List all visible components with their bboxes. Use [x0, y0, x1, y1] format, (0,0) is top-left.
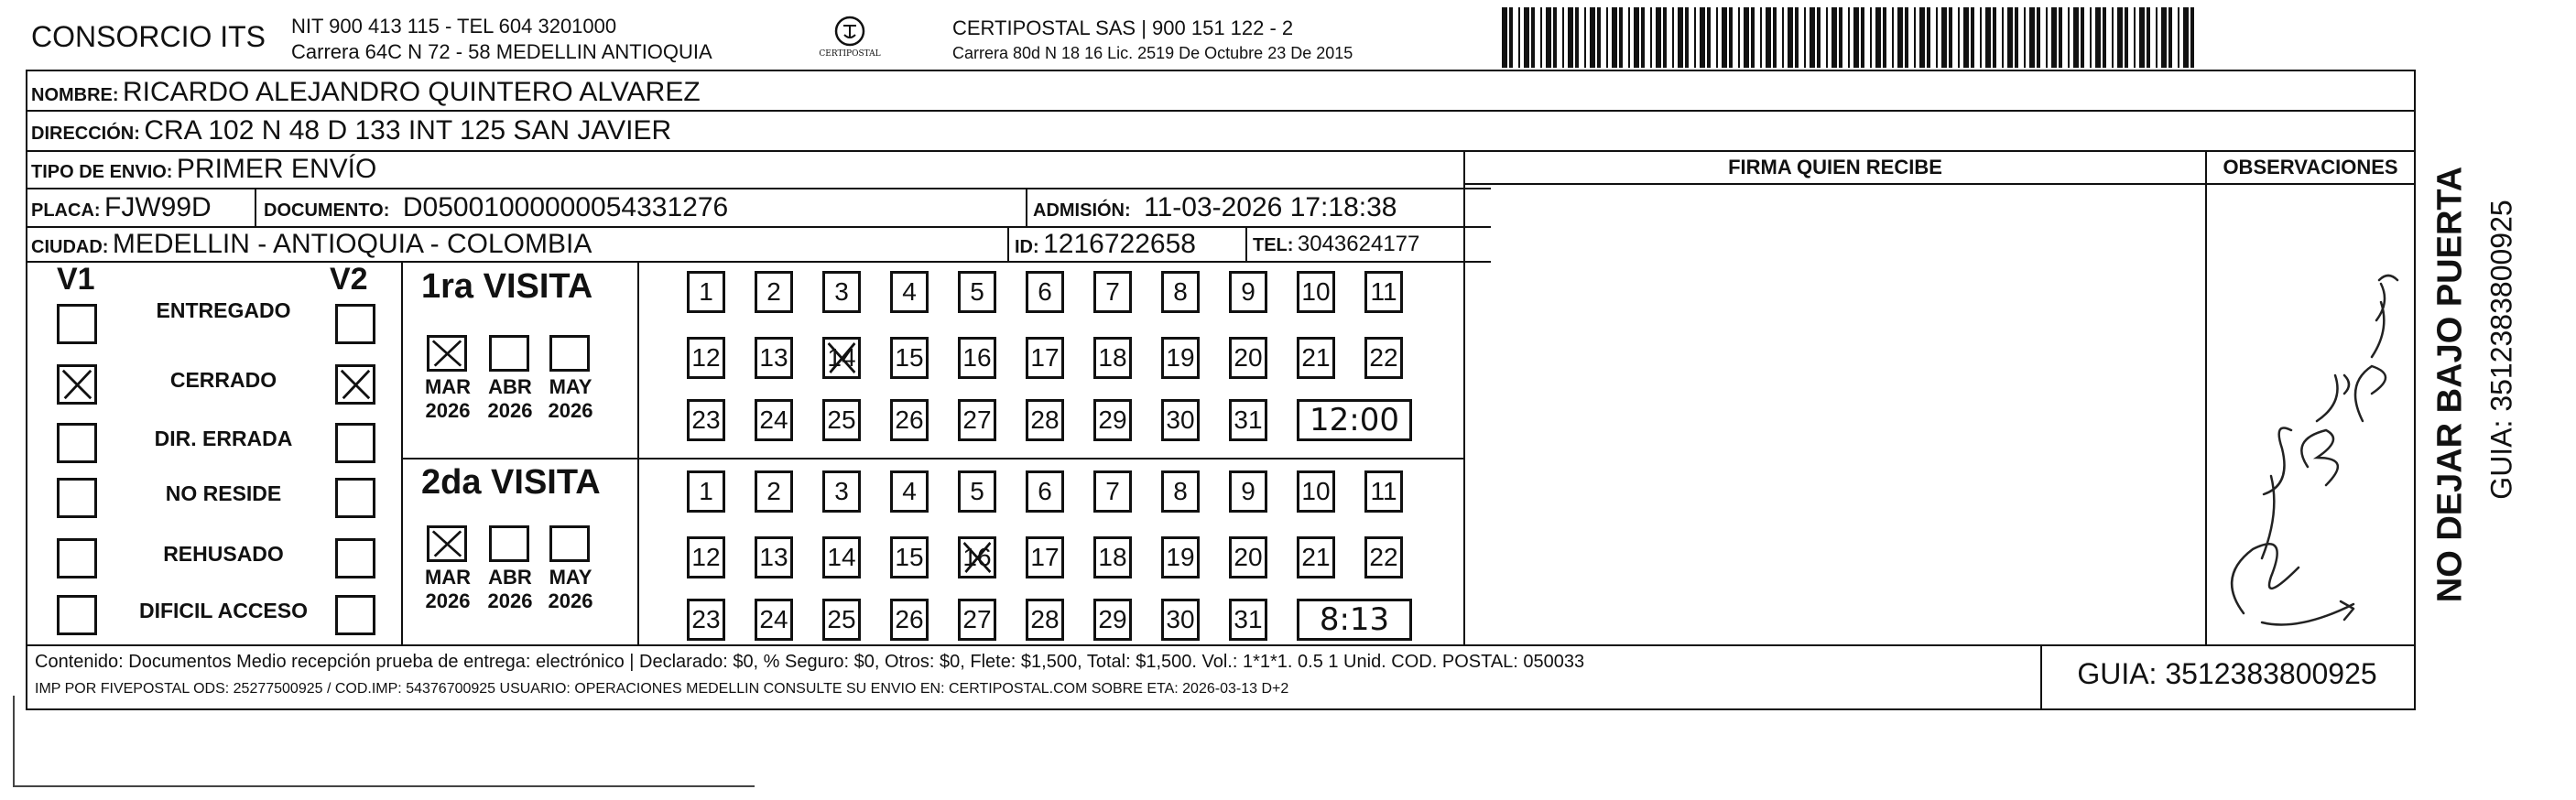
- barcode-bar: [2024, 7, 2026, 68]
- barcode-bar: [1963, 7, 1969, 68]
- barcode-bar: [2068, 7, 2070, 68]
- footer-contents: Contenido: Documentos Medio recepción prueba de entrega: electrónico | Declarado: $0, % Seguro: $0, Otros: $0, Flete: $1,500, Total: $1,500. Vol.: 1*1*1. 0.5 1 Unid. COD. POSTAL: 050033: [35, 652, 1585, 672]
- barcode-bar: [2037, 7, 2040, 68]
- company-address: Carrera 64C N 72 - 58 MEDELLIN ANTIOQUIA: [291, 40, 712, 63]
- barcode-bar: [2147, 7, 2150, 68]
- month-label: [540, 566, 601, 613]
- recipient-address: CRA 102 N 48 D 133 INT 125 SAN JAVIER: [144, 115, 672, 146]
- month-label: [418, 375, 478, 423]
- day-box[interactable]: 21: [1297, 337, 1335, 379]
- v2-checkbox[interactable]: [335, 304, 375, 344]
- day-box[interactable]: 27: [958, 599, 996, 641]
- day-box[interactable]: 23: [687, 599, 725, 641]
- company-name: CONSORCIO ITS: [31, 20, 266, 53]
- v2-label: V2: [330, 262, 368, 297]
- barcode-bar: [1919, 7, 1925, 68]
- barcode-bar: [1531, 7, 1535, 68]
- barcode-bar: [1914, 7, 1916, 68]
- first-visit-label: 1ra VISITA: [421, 267, 593, 306]
- barcode-bar: [2168, 7, 2172, 68]
- v2-checkbox[interactable]: [335, 595, 375, 635]
- month-label: [418, 566, 478, 613]
- address-label: DIRECCIÓN:: [31, 124, 140, 144]
- month-checkbox[interactable]: [489, 335, 529, 372]
- barcode-bar: [1766, 7, 1771, 68]
- barcode-bar: [1729, 7, 1733, 68]
- day-box[interactable]: 2: [755, 271, 793, 313]
- day-box[interactable]: 5: [958, 470, 996, 513]
- day-box[interactable]: 15: [890, 337, 929, 379]
- barcode-bar: [1870, 7, 1872, 68]
- month-checkbox[interactable]: [549, 525, 590, 562]
- barcode-bar: [1663, 7, 1667, 68]
- barcode-bar: [2029, 7, 2035, 68]
- barcode-bar: [1546, 7, 1551, 68]
- month-name: MAR: [424, 566, 472, 589]
- day-box[interactable]: 19: [1161, 536, 1200, 578]
- carrier-license: Carrera 80d N 18 16 Lic. 2519 De Octubre 23 De 2015: [952, 44, 1353, 62]
- name-row: [31, 77, 701, 113]
- barcode-bar: [1839, 7, 1842, 68]
- day-box[interactable]: 3: [822, 271, 861, 313]
- day-box[interactable]: 26: [890, 599, 929, 641]
- visit-time-box[interactable]: 8:13: [1297, 599, 1412, 641]
- barcode-bar: [1897, 7, 1903, 68]
- footer-print-info: IMP POR FIVEPOSTAL ODS: 25277500925 / COD.IMP: 54376700925 USUARIO: OPERACIONES MEDELLIN CONSULTE SU ENVIO EN: CERTIPOSTAL.COM SOBRE ETA: 2026-03-13 D+2: [35, 681, 1289, 697]
- city-cell: [31, 229, 592, 265]
- barcode-bar: [2139, 7, 2145, 68]
- barcode-bar: [1619, 7, 1623, 68]
- barcode-bar: [1707, 7, 1711, 68]
- recipient-name: RICARDO ALEJANDRO QUINTERO ALVAREZ: [123, 77, 701, 107]
- reason-label: DIR. ERRADA: [154, 427, 293, 450]
- id-cell: [1015, 229, 1196, 265]
- visit-time-box[interactable]: 12:00: [1297, 399, 1412, 441]
- barcode-bar: [1685, 7, 1689, 68]
- day-box[interactable]: 11: [1364, 470, 1403, 513]
- barcode-bar: [1650, 7, 1652, 68]
- barcode-bar: [1744, 7, 1749, 68]
- barcode-bar: [1700, 7, 1705, 68]
- month-checkbox[interactable]: [427, 525, 467, 562]
- recipient-id: 1216722658: [1043, 229, 1196, 259]
- second-visit-label: 2da VISITA: [421, 463, 601, 502]
- day-box[interactable]: 26: [890, 399, 929, 441]
- day-box[interactable]: 24: [755, 399, 793, 441]
- day-box[interactable]: 12: [687, 536, 725, 578]
- barcode-bar: [2051, 7, 2057, 68]
- barcode-bar: [1826, 7, 1828, 68]
- day-box[interactable]: 29: [1093, 599, 1132, 641]
- v2-checkbox[interactable]: [335, 423, 375, 463]
- barcode-bar: [2190, 7, 2194, 68]
- barcode-bar: [1853, 7, 1859, 68]
- barcode-bar: [1575, 7, 1579, 68]
- admission-label: ADMISIÓN:: [1033, 200, 1131, 221]
- day-box[interactable]: 10: [1297, 271, 1335, 313]
- city-label: CIUDAD:: [31, 237, 109, 257]
- day-box[interactable]: 7: [1093, 271, 1132, 313]
- footer-guia: GUIA: 3512383800925: [2077, 657, 2377, 690]
- day-box[interactable]: 28: [1026, 399, 1064, 441]
- month-year: 2026: [425, 589, 471, 612]
- month-year: 2026: [548, 399, 593, 422]
- day-box[interactable]: 18: [1093, 337, 1132, 379]
- barcode-bar: [1958, 7, 1960, 68]
- barcode-bar: [1936, 7, 1938, 68]
- v2-checkbox[interactable]: [335, 478, 375, 518]
- day-box[interactable]: 31: [1229, 599, 1267, 641]
- day-box[interactable]: 22: [1364, 337, 1403, 379]
- barcode-bar: [1760, 7, 1762, 68]
- no-dejar-bajo-puerta-notice: NO DEJAR BAJO PUERTA: [2430, 166, 2470, 603]
- day-box[interactable]: 1: [687, 271, 725, 313]
- day-box[interactable]: 8: [1161, 271, 1200, 313]
- barcode-bar: [1584, 7, 1586, 68]
- month-name: MAY: [549, 566, 592, 589]
- barcode-bar: [1694, 7, 1696, 68]
- month-year: 2026: [425, 399, 471, 422]
- barcode-bar: [1568, 7, 1573, 68]
- barcode-bar: [2073, 7, 2079, 68]
- day-box[interactable]: 14: [822, 536, 861, 578]
- day-box[interactable]: 29: [1093, 399, 1132, 441]
- document-cell: [264, 192, 728, 228]
- day-box[interactable]: 3: [822, 470, 861, 513]
- barcode-bar: [1817, 7, 1821, 68]
- barcode-bar: [2095, 7, 2101, 68]
- reason-label: REHUSADO: [163, 542, 284, 566]
- barcode-bar: [2156, 7, 2158, 68]
- barcode-bar: [1606, 7, 1608, 68]
- barcode-bar: [1738, 7, 1740, 68]
- barcode-bar: [1634, 7, 1639, 68]
- reason-label: ENTREGADO: [156, 298, 291, 322]
- month-checkbox[interactable]: [489, 525, 529, 562]
- document-label: DOCUMENTO:: [264, 200, 390, 221]
- barcode-bar: [1612, 7, 1617, 68]
- day-box[interactable]: 5: [958, 271, 996, 313]
- barcode-bar: [2183, 7, 2189, 68]
- barcode-bar: [2059, 7, 2062, 68]
- admission: 11-03-2026 17:18:38: [1144, 192, 1397, 222]
- day-box[interactable]: 17: [1026, 536, 1064, 578]
- day-box[interactable]: 9: [1229, 271, 1267, 313]
- month-name: ABR: [488, 566, 532, 589]
- tel: 3043624177: [1297, 232, 1420, 256]
- plate: FJW99D: [104, 192, 212, 222]
- observations-handwriting: [2207, 192, 2414, 641]
- day-box[interactable]: 30: [1161, 599, 1200, 641]
- day-box[interactable]: 23: [687, 399, 725, 441]
- document: D05001000000054331276: [402, 192, 729, 222]
- day-box[interactable]: 21: [1297, 536, 1335, 578]
- day-box[interactable]: 15: [890, 536, 929, 578]
- day-box[interactable]: 18: [1093, 536, 1132, 578]
- reason-label: DIFICIL ACCESO: [138, 599, 308, 622]
- barcode-bar: [2046, 7, 2048, 68]
- barcode-bar: [1941, 7, 1947, 68]
- reason-label: NO RESIDE: [165, 481, 282, 505]
- day-box[interactable]: 31: [1229, 399, 1267, 441]
- barcode-bar: [1782, 7, 1784, 68]
- barcode: [1502, 7, 2198, 68]
- barcode-bar: [1716, 7, 1718, 68]
- day-box[interactable]: 11: [1364, 271, 1403, 313]
- tel-cell: [1253, 229, 1419, 263]
- barcode-bar: [1509, 7, 1513, 68]
- barcode-bar: [1949, 7, 1952, 68]
- day-box[interactable]: 13: [755, 536, 793, 578]
- barcode-bar: [1875, 7, 1881, 68]
- month-name: MAR: [424, 375, 472, 398]
- day-box[interactable]: 12: [687, 337, 725, 379]
- barcode-bar: [1905, 7, 1908, 68]
- address-row: [31, 115, 671, 151]
- barcode-bar: [1540, 7, 1542, 68]
- day-box[interactable]: 14: [822, 337, 861, 379]
- day-box[interactable]: 16: [958, 536, 996, 578]
- barcode-bar: [1993, 7, 1996, 68]
- barcode-bar: [1553, 7, 1557, 68]
- barcode-bar: [1641, 7, 1645, 68]
- day-box[interactable]: 16: [958, 337, 996, 379]
- day-box[interactable]: 4: [890, 271, 929, 313]
- name-label: NOMBRE:: [31, 85, 119, 105]
- city: MEDELLIN - ANTIOQUIA - COLOMBIA: [112, 229, 592, 259]
- barcode-bar: [2090, 7, 2092, 68]
- month-year: 2026: [487, 589, 533, 612]
- barcode-bar: [1810, 7, 1815, 68]
- barcode-bar: [1656, 7, 1661, 68]
- logo-text: CERTIPOSTAL: [819, 49, 881, 59]
- barcode-bar: [2081, 7, 2084, 68]
- day-box[interactable]: 20: [1229, 337, 1267, 379]
- day-box[interactable]: 19: [1161, 337, 1200, 379]
- certipostal-logo-icon: [813, 13, 886, 66]
- barcode-bar: [1848, 7, 1850, 68]
- handwriting-strokes-icon: [2207, 192, 2414, 641]
- barcode-bar: [1628, 7, 1630, 68]
- day-box[interactable]: 25: [822, 599, 861, 641]
- barcode-bar: [1861, 7, 1864, 68]
- plate-label: PLACA:: [31, 200, 101, 221]
- v1-label: V1: [57, 262, 95, 297]
- barcode-bar: [1927, 7, 1930, 68]
- barcode-bar: [1672, 7, 1674, 68]
- barcode-bar: [1562, 7, 1564, 68]
- barcode-bar: [2103, 7, 2106, 68]
- month-label: [480, 566, 540, 613]
- barcode-bar: [1773, 7, 1777, 68]
- barcode-bar: [2125, 7, 2128, 68]
- barcode-bar: [1892, 7, 1894, 68]
- company-nit: NIT 900 413 115 - TEL 604 3201000: [291, 15, 617, 38]
- day-box[interactable]: 25: [822, 399, 861, 441]
- month-label: [540, 375, 601, 423]
- month-year: 2026: [548, 589, 593, 612]
- month-checkbox[interactable]: [549, 335, 590, 372]
- day-box[interactable]: 24: [755, 599, 793, 641]
- barcode-bar: [2015, 7, 2018, 68]
- day-box[interactable]: 10: [1297, 470, 1335, 513]
- day-box[interactable]: 20: [1229, 536, 1267, 578]
- day-box[interactable]: 4: [890, 470, 929, 513]
- barcode-bar: [1804, 7, 1806, 68]
- barcode-bar: [1590, 7, 1595, 68]
- send-type: PRIMER ENVÍO: [176, 154, 377, 184]
- barcode-bar: [1597, 7, 1601, 68]
- observations-header: OBSERVACIONES: [2223, 156, 2398, 178]
- barcode-bar: [2161, 7, 2167, 68]
- day-box[interactable]: 30: [1161, 399, 1200, 441]
- day-box[interactable]: 6: [1026, 271, 1064, 313]
- barcode-bar: [2007, 7, 2013, 68]
- day-box[interactable]: 9: [1229, 470, 1267, 513]
- month-label: [480, 375, 540, 423]
- barcode-bar: [1971, 7, 1974, 68]
- barcode-bar: [1524, 7, 1529, 68]
- day-box[interactable]: 13: [755, 337, 793, 379]
- barcode-bar: [1751, 7, 1755, 68]
- day-box[interactable]: 8: [1161, 470, 1200, 513]
- barcode-bar: [2002, 7, 2004, 68]
- admission-cell: [1033, 192, 1397, 228]
- barcode-bar: [1518, 7, 1520, 68]
- day-box[interactable]: 22: [1364, 536, 1403, 578]
- v2-checkbox[interactable]: [335, 538, 375, 578]
- month-year: 2026: [487, 399, 533, 422]
- barcode-bar: [1795, 7, 1799, 68]
- barcode-bar: [2112, 7, 2114, 68]
- tel-label: TEL:: [1253, 235, 1294, 255]
- barcode-bar: [1883, 7, 1886, 68]
- day-box[interactable]: 27: [958, 399, 996, 441]
- day-box[interactable]: 2: [755, 470, 793, 513]
- day-box[interactable]: 1: [687, 470, 725, 513]
- signature-header: FIRMA QUIEN RECIBE: [1728, 156, 1942, 178]
- day-box[interactable]: 7: [1093, 470, 1132, 513]
- barcode-bar: [1980, 7, 1982, 68]
- day-box[interactable]: 6: [1026, 470, 1064, 513]
- barcode-bar: [1502, 7, 1507, 68]
- id-label: ID:: [1015, 237, 1039, 257]
- barcode-bar: [2117, 7, 2123, 68]
- send-type-label: TIPO DE ENVIO:: [31, 162, 173, 182]
- barcode-bar: [2134, 7, 2136, 68]
- barcode-bar: [1831, 7, 1837, 68]
- barcode-bar: [1985, 7, 1991, 68]
- carrier-name: CERTIPOSTAL SAS | 900 151 122 - 2: [952, 16, 1294, 39]
- barcode-bar: [1722, 7, 1727, 68]
- barcode-bar: [2178, 7, 2179, 68]
- month-name: MAY: [549, 375, 592, 398]
- day-box[interactable]: 17: [1026, 337, 1064, 379]
- month-checkbox[interactable]: [427, 335, 467, 372]
- month-name: ABR: [488, 375, 532, 398]
- send-type-row: [31, 154, 376, 189]
- side-guia: GUIA: 3512383800925: [2484, 200, 2518, 500]
- plate-cell: [31, 192, 212, 228]
- day-box[interactable]: 28: [1026, 599, 1064, 641]
- barcode-bar: [1788, 7, 1793, 68]
- v2-checkbox[interactable]: [335, 364, 375, 405]
- barcode-bar: [1678, 7, 1683, 68]
- reason-label: CERRADO: [169, 368, 277, 392]
